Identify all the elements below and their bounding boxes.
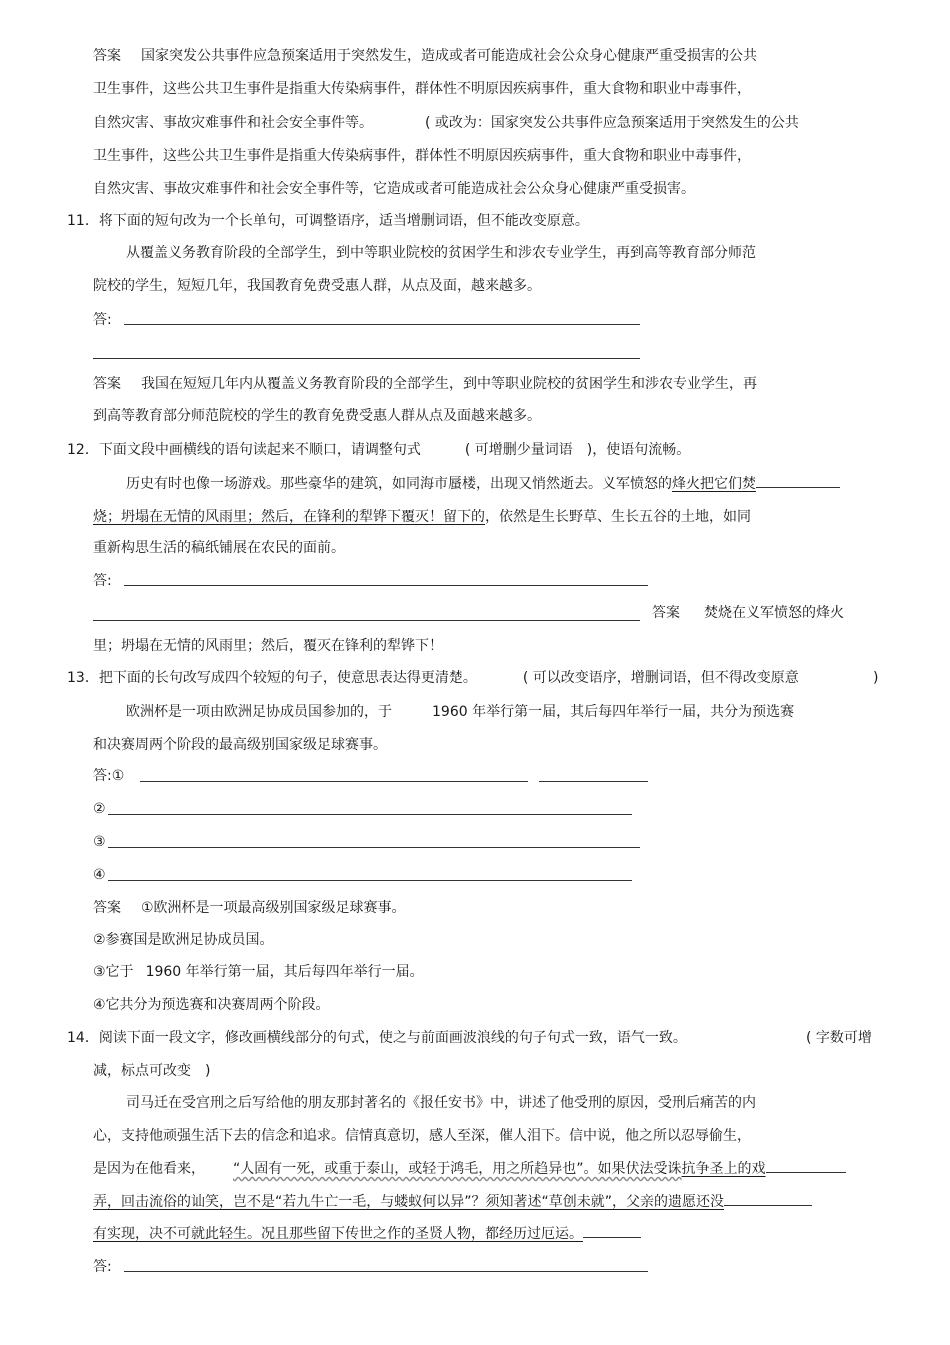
q13-answer-line-2: ②参赛国是欧洲足协成员国。 xyxy=(93,932,274,948)
q11-answer-line-1 xyxy=(93,374,757,394)
q11-passage-line-1: 从覆盖义务教育阶段的全部学生，到中等职业院校的贫困学生和涉农专业学生，再到高等教育部分师范 xyxy=(126,245,756,261)
q14-passage-line-3 xyxy=(93,1159,846,1179)
underlined-sentence: 有实现，决不可就此轻生。况且那些留下传世之作的圣贤人物，都经历过厄运。 xyxy=(93,1226,583,1242)
passage-text: 是因为在他看来， xyxy=(93,1161,205,1177)
question-text: 将下面的短句改为一个长单句，可调整语序，适当增删词语，但不能改变原意。 xyxy=(98,213,589,229)
answer-alt-text: ( 或改为：国家突发公共事件应急预案适用于突然发生的公共 xyxy=(425,115,799,131)
answer-marker-3: ③ xyxy=(93,834,106,850)
answer-marker-4: ④ xyxy=(93,867,106,883)
underlined-sentence: ，父亲的遗愿还没 xyxy=(612,1194,725,1210)
answer-blank-line[interactable] xyxy=(539,781,648,782)
answer-blank-line[interactable] xyxy=(93,620,640,621)
q14-passage-line-2: 心，支持他顽强生活下去的信念和追求。信情真意切，感人至深，催人泪下。信中说，他之所以忍辱偷生， xyxy=(93,1128,751,1144)
question-note: 减，标点可改变 xyxy=(93,1063,191,1079)
question-number: 11． xyxy=(67,213,99,229)
q10-answer-line-1 xyxy=(93,46,757,66)
q12-answer-line-1 xyxy=(652,603,844,623)
question-13-stem-close: ) xyxy=(873,670,879,686)
question-14-stem-cont xyxy=(93,1061,210,1081)
q10-answer-line-5: 自然灾害、事故灾难事件和社会安全事件等，它造成或者可能造成社会公众身心健康严重受损害。 xyxy=(93,181,695,197)
q14-answer-prompt: 答: xyxy=(93,1259,112,1275)
answer-text: 自然灾害、事故灾难事件和社会安全事件等。 xyxy=(93,115,373,131)
answer-text: 焚烧在义军愤怒的烽火 xyxy=(704,605,844,621)
passage-text: 历史有时也像一场游戏。那些豪华的建筑，如同海市蜃楼，出现又悄然逝去。义军愤怒的 xyxy=(126,476,672,492)
q11-answer-prompt: 答: xyxy=(93,312,112,328)
question-note: ( 可以改变语序，增删词语，但不得改变原意 xyxy=(522,670,799,686)
answer-text: 我国在短短几年内从覆盖义务教育阶段的全部学生，到中等职业院校的贫困学生和涉农专业学生，再 xyxy=(141,376,757,392)
answer-blank-line[interactable] xyxy=(93,358,640,359)
question-13-stem xyxy=(67,668,799,688)
underline-extension xyxy=(756,486,840,488)
q12-passage-line-1 xyxy=(126,474,840,494)
q11-passage-line-2: 院校的学生，短短几年，我国教育免费受惠人群，从点及面，越来越多。 xyxy=(93,278,541,294)
q10-answer-line-4: 卫生事件，这些公共卫生事件是指重大传染病事件，群体性不明原因疾病事件，重大食物和职业中毒事件， xyxy=(93,148,751,164)
q13-passage-line-1 xyxy=(126,702,794,722)
answer-blank-line[interactable] xyxy=(124,1271,648,1272)
underlined-sentence: 弄，回击流俗的讪笑，岂不是“若九牛亡一毛，与蝼蚁何以异”？须知著述“草创未就” xyxy=(93,1194,613,1210)
answer-blank-line[interactable] xyxy=(124,324,640,325)
question-number: 14． xyxy=(67,1030,99,1046)
q14-passage-line-1: 司马迁在受宫刑之后写给他的朋友那封著名的《报任安书》中，讲述了他受刑的原因，受刑后痛苦的内 xyxy=(126,1095,756,1111)
answer-prompt-label: 答: xyxy=(93,768,112,784)
answer-blank-line[interactable] xyxy=(108,814,632,815)
question-text: )，使语句流畅。 xyxy=(586,442,691,458)
question-14-note: ( 字数可增 xyxy=(806,1030,872,1046)
q12-answer-line-2: 里；坍塌在无情的风雨里；然后，覆灭在锋利的犁铧下！ xyxy=(93,638,443,654)
question-text: 阅读下面一段文字，修改画横线部分的句式，使之与前面画波浪线的句子句式一致，语气一致。 xyxy=(98,1030,687,1046)
q12-answer-prompt: 答: xyxy=(93,573,112,589)
question-note: ) xyxy=(205,1063,211,1079)
q10-answer-line-3 xyxy=(93,113,799,133)
q13-answer-line-1 xyxy=(93,898,406,918)
q13-answer-line-4: ④它共分为预选赛和决赛周两个阶段。 xyxy=(93,997,330,1013)
answer-blank-line[interactable] xyxy=(140,781,528,782)
question-11-stem xyxy=(67,211,589,231)
underline-extension xyxy=(724,1204,812,1206)
answer-blank-line[interactable] xyxy=(108,880,632,881)
q13-answer-prompt xyxy=(93,766,124,786)
q13-passage-line-2: 和决赛周两个阶段的最高级别国家级足球赛事。 xyxy=(93,737,387,753)
question-note: ( 可增删少量词语 xyxy=(464,442,573,458)
answer-blank-line[interactable] xyxy=(124,585,648,586)
answer-text: ①欧洲杯是一项最高级别国家级足球赛事。 xyxy=(141,900,406,916)
answer-text: 1960 年举行第一届，其后每四年举行一届。 xyxy=(145,964,424,980)
q12-passage-line-2 xyxy=(93,507,751,527)
answer-text: ③它于 xyxy=(93,964,134,980)
wavy-underlined-sentence: “人固有一死，或重于泰山，或轻于鸿毛，用之所趋异也”。如果伏法受诛 xyxy=(233,1161,682,1177)
q13-answer-line-3 xyxy=(93,962,424,982)
question-14-stem xyxy=(67,1028,687,1048)
answer-text: 国家突发公共事件应急预案适用于突然发生，造成或者可能造成社会公众身心健康严重受损害的公共 xyxy=(141,48,757,64)
passage-text: 欧洲杯是一项由欧洲足协成员国参加的，于 xyxy=(126,704,392,720)
answer-marker-1: ① xyxy=(111,768,125,784)
passage-text: ，依然是生长野草、生长五谷的土地，如同 xyxy=(485,509,751,525)
underlined-sentence: 烧；坍塌在无情的风雨里；然后，在锋利的犁铧下覆灭！留下的 xyxy=(93,509,485,525)
q12-passage-line-3: 重新构思生活的稿纸铺展在农民的面前。 xyxy=(93,540,345,556)
underlined-sentence: 抗争圣上的戏 xyxy=(681,1161,766,1177)
q11-answer-line-2: 到高等教育部分师范院校的学生的教育免费受惠人群从点及面越来越多。 xyxy=(93,408,541,424)
q14-passage-line-5 xyxy=(93,1224,641,1244)
question-text: 下面文段中画横线的语句读起来不顺口，请调整句式 xyxy=(98,442,421,458)
answer-label: 答案 xyxy=(652,605,680,621)
underline-extension xyxy=(766,1171,846,1173)
answer-label: 答案 xyxy=(93,48,121,64)
passage-text: 1960 年举行第一届，其后每四年举行一届，共分为预选赛 xyxy=(432,704,795,720)
question-number: 12． xyxy=(67,442,99,458)
question-12-stem xyxy=(67,440,690,460)
answer-label: 答案 xyxy=(93,900,121,916)
underlined-sentence: 烽火把它们焚 xyxy=(672,476,756,492)
question-number: 13． xyxy=(67,670,99,686)
question-text: 把下面的长句改写成四个较短的句子，使意思表达得更清楚。 xyxy=(98,670,477,686)
q14-passage-line-4 xyxy=(93,1192,812,1212)
answer-marker-2: ② xyxy=(93,801,106,817)
answer-blank-line[interactable] xyxy=(108,847,640,848)
underline-extension xyxy=(583,1236,641,1238)
q10-answer-line-2: 卫生事件，这些公共卫生事件是指重大传染病事件，群体性不明原因疾病事件，重大食物和职业中毒事件， xyxy=(93,81,751,97)
answer-label: 答案 xyxy=(93,376,121,392)
